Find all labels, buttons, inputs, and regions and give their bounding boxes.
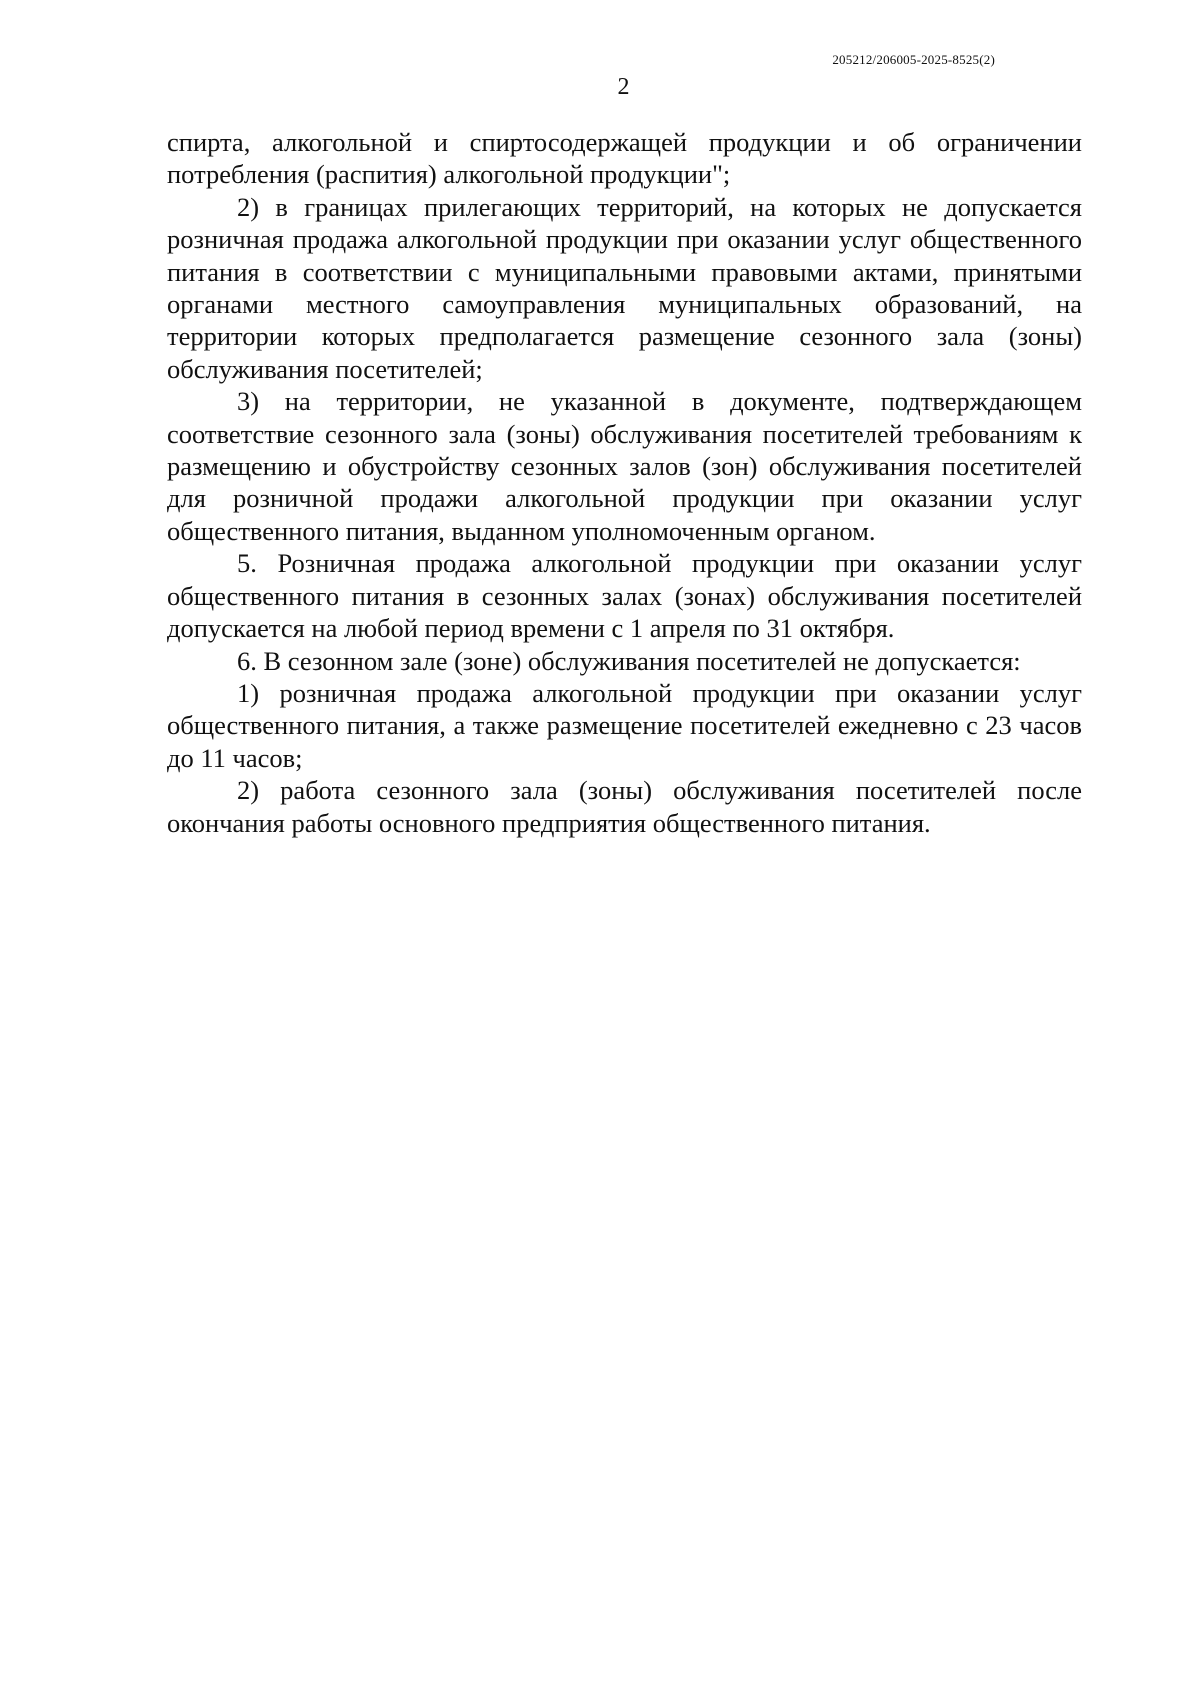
paragraph-clause-6: 6. В сезонном зале (зоне) обслуживания посетителей не допускается: [237,645,1021,676]
paragraph-continuation: спирта, алкогольной и спиртосодержащей продукции и об ограничении потребления (распития) алкогольной продукции"; [167,127,1082,190]
paragraph-clause-5: 5. Розничная продажа алкогольной продукции при оказании услуг общественного питания в сезонных залах (зонах) обслуживания посетителей допускается на любой период времени с 1 апреля по 31 октября. [167,548,1082,644]
page-number: 2 [617,74,630,100]
paragraph-clause-6-item-1: 1) розничная продажа алкогольной продукции при оказании услуг общественного питания, а также размещение посетителей ежедневно с 23 часов до 11 часов; [167,677,1082,773]
paragraph-item-3: 3) на территории, не указанной в документе, подтверждающем соответствие сезонного зала (зоны) обслуживания посетителей требованиям к размещению и обустройству сезонных залов (зон) обслуживания посетителей для розничной продажи алкогольной продукции при оказании услуг общественного питания, выданном уполномоченным органом. [167,386,1082,546]
document-body [167,126,1082,839]
paragraph-item-2: 2) в границах прилегающих территорий, на которых не допускается розничная продажа алкогольной продукции при оказании услуг общественного питания в соответствии с муниципальными правовыми актами, принятыми органами местного самоуправления муниципальных образований, на территории которых предполагается размещение сезонного зала (зоны) обслуживания посетителей; [167,191,1082,384]
document-id: 205212/206005-2025-8525(2) [832,52,995,67]
paragraph-clause-6-item-2: 2) работа сезонного зала (зоны) обслуживания посетителей после окончания работы основного предприятия общественного питания. [167,775,1082,838]
